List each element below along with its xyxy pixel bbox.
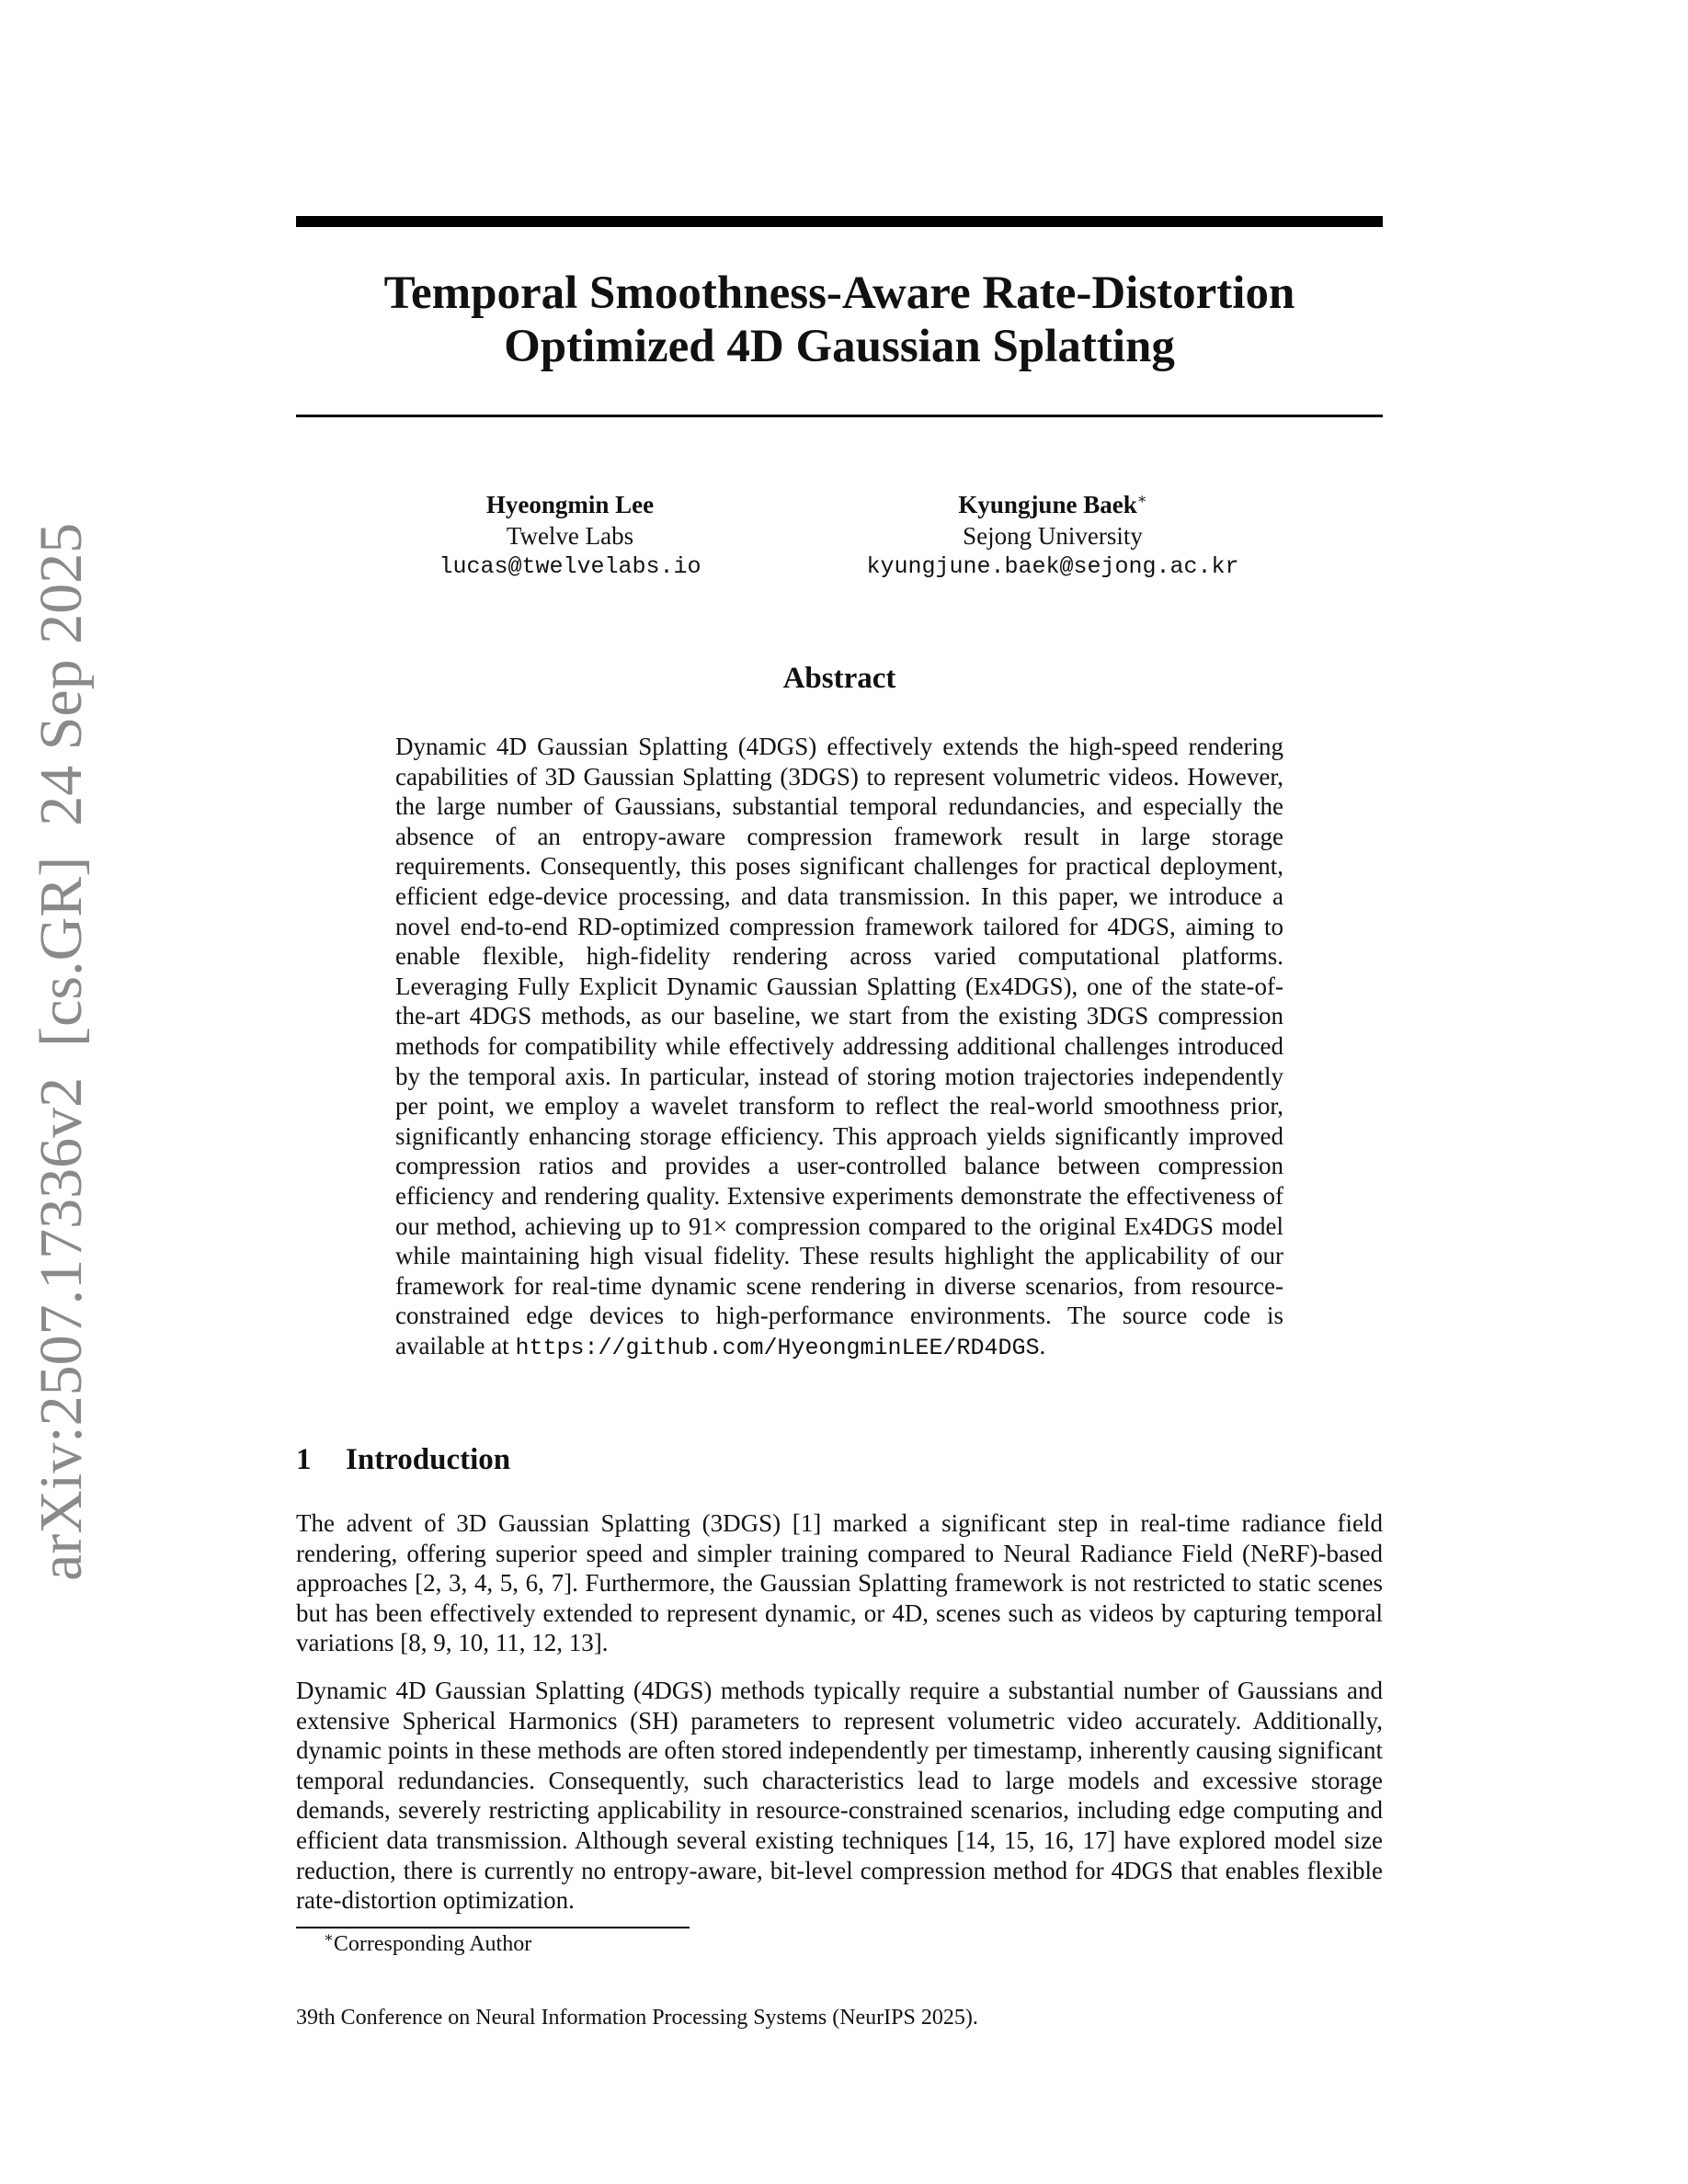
conference-footer: 39th Conference on Neural Information Processing Systems (NeurIPS 2025). bbox=[296, 2006, 978, 2030]
title-bottom-rule bbox=[296, 415, 1383, 417]
arxiv-identifier-stamp: arXiv:2507.17336v2 [cs.GR] 24 Sep 2025 bbox=[28, 522, 95, 1581]
footnote-mark: ∗ bbox=[324, 1930, 334, 1946]
footnote-rule bbox=[296, 1927, 690, 1928]
abstract-body-text: Dynamic 4D Gaussian Splatting (4DGS) effectively extends the high-speed rendering capabilities of 3D Gaussian Splatting (3DGS) to represent volumetric videos. However, the large number of Gaussians, substantial temporal redundancies, and especially the absence of an entropy-aware compression framework result in large storage requirements. Consequently, this poses significant challenges for practical deployment, efficient edge-device processing, and data transmission. In this paper, we introduce a novel end-to-end RD-optimized compression framework tailored for 4DGS, aiming to enable flexible, high-fidelity rendering across varied computational platforms. Leveraging Fully Explicit Dynamic Gaussian Splatting (Ex4DGS), one of the state-of-the-art 4DGS methods, as our baseline, we start from the existing 3DGS compression methods for compatibility while effectively addressing additional challenges introduced by the temporal axis. In particular, instead of storing motion trajectories independently per point, we employ a wavelet transform to reflect the real-world smoothness prior, significantly enhancing storage efficiency. This approach yields significantly improved compression ratios and provides a user-controlled balance between compression efficiency and rendering quality. Extensive experiments demonstrate the effectiveness of our method, achieving up to 91× compression compared to the original Ex4DGS model while maintaining high visual fidelity. These results highlight the applicability of our framework for real-time dynamic scene rendering in diverse scenarios, from resource-constrained edge devices to high-performance environments. The source code is available at bbox=[395, 733, 1283, 1359]
source-code-link[interactable]: https://github.com/HyeongminLEE/RD4DGS bbox=[515, 1334, 1040, 1361]
author-block-1 bbox=[405, 489, 736, 583]
intro-paragraph-1: The advent of 3D Gaussian Splatting (3DGS) [1] marked a significant step in real-time radiance field rendering, offering superior speed and simpler training compared to Neural Radiance Field (NeRF)-based approaches [2, 3, 4, 5, 6, 7]. Furthermore, the Gaussian Splatting framework is not restricted to static scenes but has been effectively extended to represent dynamic, or 4D, scenes such as videos by capturing temporal variations [8, 9, 10, 11, 12, 13]. bbox=[296, 1509, 1383, 1657]
author-name: Kyungjune Baek∗ bbox=[958, 491, 1147, 518]
author-email[interactable]: lucas@twelvelabs.io bbox=[439, 553, 701, 580]
corresponding-author-mark: ∗ bbox=[1136, 492, 1147, 507]
section-number: 1 bbox=[296, 1443, 312, 1476]
abstract-heading: Abstract bbox=[782, 662, 896, 695]
author-block-2 bbox=[827, 489, 1278, 583]
section-title: Introduction bbox=[346, 1443, 511, 1476]
intro-paragraph-2: Dynamic 4D Gaussian Splatting (4DGS) methods typically require a substantial number of Gaussians and extensive Spherical Harmonics (SH) parameters to represent volumetric video accurately. Additionally, dynamic points in these methods are often stored independently per timestamp, inherently causing significant temporal redundancies. Consequently, such characteristics lead to large models and excessive storage demands, severely restricting applicability in resource-constrained scenarios, including edge computing and efficient data transmission. Although several existing techniques [14, 15, 16, 17] have explored model size reduction, there is currently no entropy-aware, bit-level compression method for 4DGS that enables flexible rate-distortion optimization. bbox=[296, 1677, 1383, 1915]
paper-title bbox=[296, 267, 1383, 373]
author-affiliation: Sejong University bbox=[963, 522, 1143, 550]
title-line-2: Optimized 4D Gaussian Splatting bbox=[504, 321, 1175, 372]
author-email[interactable]: kyungjune.baek@sejong.ac.kr bbox=[866, 553, 1239, 580]
title-top-rule bbox=[296, 216, 1383, 227]
section-heading-introduction bbox=[296, 1441, 510, 1478]
title-line-1: Temporal Smoothness-Aware Rate-Distortion bbox=[383, 267, 1295, 319]
footnote bbox=[324, 1930, 531, 1958]
abstract-text: Dynamic 4D Gaussian Splatting (4DGS) effectively extends the high-speed rendering capabilities of 3D Gaussian Splatting (3DGS) to represent volumetric videos. However, the large number of Gaussians, substantial temporal redundancies, and especially the absence of an entropy-aware compression framework result in large storage requirements. Consequently, this poses significant challenges for practical deployment, efficient edge-device processing, and data transmission. In this paper, we introduce a novel end-to-end RD-optimized compression framework tailored for 4DGS, aiming to enable flexible, high-fidelity rendering across varied computational platforms. Leveraging Fully Explicit Dynamic Gaussian Splatting (Ex4DGS), one of the state-of-the-art 4DGS methods, as our baseline, we start from the existing 3DGS compression methods for compatibility while effectively addressing additional challenges introduced by the temporal axis. In particular, instead of storing motion trajectories independently per point, we employ a wavelet transform to reflect the real-world smoothness prior, significantly enhancing storage efficiency. This approach yields significantly improved compression ratios and provides a user-controlled balance between compression efficiency and rendering quality. Extensive experiments demonstrate the effectiveness of our method, achieving up to 91× compression compared to the original Ex4DGS model while maintaining high visual fidelity. These results highlight the applicability of our framework for real-time dynamic scene rendering in diverse scenarios, from resource-constrained edge devices to high-performance environments. The source code is available at https://github.com/HyeongminLEE/RD4DGS. bbox=[395, 733, 1283, 1361]
author-name: Hyeongmin Lee bbox=[485, 491, 655, 518]
footnote-text: Corresponding Author bbox=[333, 1932, 532, 1956]
author-affiliation: Twelve Labs bbox=[506, 522, 634, 550]
